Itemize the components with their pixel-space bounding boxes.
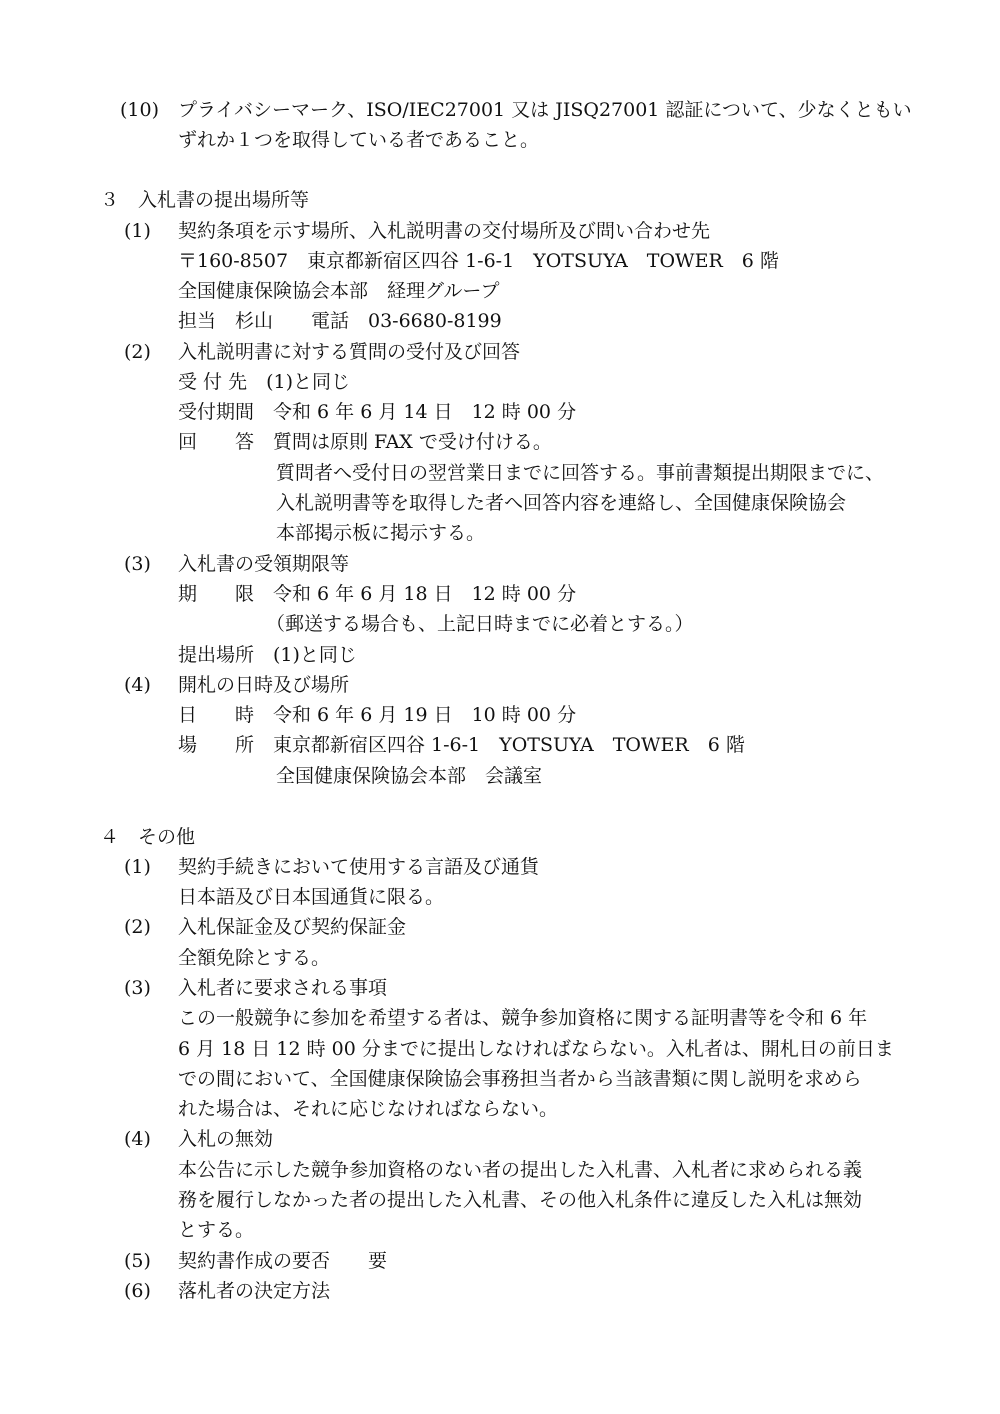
text-line: 務を履行しなかった者の提出した入札書、その他入札条件に違反した入札は無効	[178, 1189, 863, 1211]
text-line: れた場合は、それに応じなければならない。	[178, 1098, 559, 1120]
text-line: 提出場所 (1)と同じ	[178, 644, 357, 666]
text-line: (10)	[120, 99, 160, 121]
text-line: 入札者に要求される事項	[178, 977, 388, 999]
text-line: この一般競争に参加を希望する者は、競争参加資格に関する証明書等を令和 6 年	[178, 1007, 868, 1029]
text-line: ３	[100, 189, 120, 211]
text-line: ずれか１つを取得している者であること。	[178, 129, 540, 151]
text-line: 入札説明書等を取得した者へ回答内容を連絡し、全国健康保険協会	[276, 492, 847, 514]
text-line: 入札書の提出場所等	[138, 189, 310, 211]
text-line: 日本語及び日本国通貨に限る。	[178, 886, 445, 908]
text-line: (4)	[124, 1128, 151, 1150]
text-line: 契約書作成の要否 要	[178, 1250, 388, 1272]
text-line: 全額免除とする。	[178, 947, 331, 969]
text-line: 受付期間 令和 6 年 6 月 14 日 12 時 00 分	[178, 401, 577, 423]
text-line: 契約条項を示す場所、入札説明書の交付場所及び問い合わせ先	[178, 220, 711, 242]
text-line: (5)	[124, 1250, 151, 1272]
text-line: (3)	[124, 553, 151, 575]
text-line: (3)	[124, 977, 151, 999]
text-line: 契約手続きにおいて使用する言語及び通貨	[178, 856, 540, 878]
text-line: 担当 杉山 電話 03-6680-8199	[178, 310, 502, 332]
text-line: 期 限 令和 6 年 6 月 18 日 12 時 00 分	[178, 583, 577, 605]
text-line: 入札書の受領期限等	[178, 553, 350, 575]
text-line: 開札の日時及び場所	[178, 674, 350, 696]
text-line: での間において、全国健康保険協会事務担当者から当該書類に関し説明を求めら	[178, 1068, 862, 1090]
text-line: 本公告に示した競争参加資格のない者の提出した入札書、入札者に求められる義	[178, 1159, 863, 1181]
text-line: 本部掲示板に掲示する。	[276, 522, 486, 544]
text-line: 質問者へ受付日の翌営業日までに回答する。事前書類提出期限までに、	[276, 462, 885, 484]
text-line: とする。	[178, 1219, 255, 1241]
text-line: (2)	[124, 916, 151, 938]
text-line: 全国健康保険協会本部 会議室	[276, 765, 543, 787]
text-line: ４	[100, 826, 120, 848]
text-line: その他	[138, 826, 196, 848]
text-line: (1)	[124, 856, 151, 878]
text-line: 回 答 質問は原則 FAX で受け付ける。	[178, 431, 552, 453]
text-line: (2)	[124, 341, 151, 363]
text-line: (4)	[124, 674, 151, 696]
text-line: (6)	[124, 1280, 151, 1302]
text-line: 日 時 令和 6 年 6 月 19 日 10 時 00 分	[178, 704, 577, 726]
text-line: 全国健康保険協会本部 経理グループ	[178, 280, 500, 302]
text-line: プライバシーマーク、ISO/IEC27001 又は JISQ27001 認証について、少なくともい	[178, 99, 912, 121]
text-line: 入札保証金及び契約保証金	[178, 916, 407, 938]
text-line: (1)	[124, 220, 151, 242]
text-line: 落札者の決定方法	[178, 1280, 331, 1302]
text-line: 入札の無効	[178, 1128, 274, 1150]
text-line: 6 月 18 日 12 時 00 分までに提出しなければならない。入札者は、開札日の前日ま	[178, 1038, 894, 1060]
text-line: 受 付 先 (1)と同じ	[178, 371, 350, 393]
text-line: 入札説明書に対する質問の受付及び回答	[178, 341, 521, 363]
text-line: 〒160-8507 東京都新宿区四谷 1-6-1 YOTSUYA TOWER 6 階	[178, 250, 779, 272]
text-line: （郵送する場合も、上記日時までに必着とする。）	[266, 613, 694, 635]
text-line: 場 所 東京都新宿区四谷 1-6-1 YOTSUYA TOWER 6 階	[178, 734, 745, 756]
